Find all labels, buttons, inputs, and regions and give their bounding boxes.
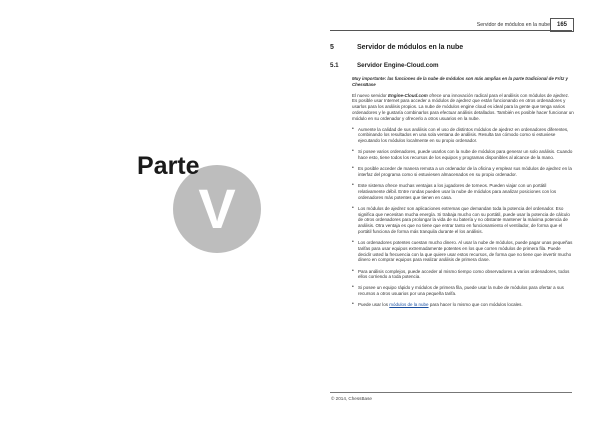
part-numeral: V <box>198 177 236 240</box>
important-note: Muy importante: las funciones de la nube de módulos son más amplias en la parte tradicional de Fritz y ChessBase <box>352 76 568 87</box>
list-item: • Los ordenadores potentes cuestan mucho dinero. Al usar la nube de módulos, puede pagar unas pequeñas tarifas para usar equipos extremadamente potentes en los que corren módulos de primera fila. Puede decidir usted la frecuencia con la que quiere usar estos recursos, de forma que no tiene que invertir mucho dinero en comprar equipos para realizar análisis de primera clase. <box>352 240 574 263</box>
intro-suffix: ofrece una innovación radical para el análisis con módulos de ajedrez. Es posible usar Internet para acceder a módulos de ajedrez que están funcionando en otros ordenadores y usarlos para los análisis propios. La nube de módulos engine cloud es ideal para la gente que tenga varios ordenadores y le gustaría combinarlos para efectuar análisis detallados. También es posible hacer funcionar un módulo en su ordenador y ofrecerlo a otros usuarios en la nube. <box>352 92 574 121</box>
list-item: • Este sistema ofrece muchas ventajas a los jugadores de torneos. Pueden viajar con un portátil relativamente débil. Entre rondas pueden usar la nube de módulos para analizar posiciones con los ordenadores más potentes que tienen en casa. <box>352 183 574 200</box>
running-header: Servidor de módulos en la nube <box>476 22 550 28</box>
part-label: Parte <box>137 152 200 180</box>
list-item: • Los módulos de ajedrez son aplicaciones extremas que demandan toda la potencia del ordenador. Eso significa que necesitan mucha energía. Si trabaja mucho con su portátil, puede usar la potencia de cálculo de otros ordenadores para prolongar la vida de su batería y no obstante mantener la máxima potencia de análisis. Otra ventaja es que no tiene que entrar tanto en funcionamiento el ventilador, de forma que el portátil funciona de forma más tranquila durante el los análisis. <box>352 206 574 235</box>
page-number: 165 <box>550 18 574 32</box>
chapter-number: 5 <box>330 44 334 51</box>
footer-copyright: © 2014, ChessBase <box>331 396 372 401</box>
list-item: • Si posee varios ordenadores, puede usarlos con la nube de módulos para generar un solo análisis. Cuando hace esto, tiene todos los recursos de los equipos y programas disponibles al alcance de la mano. <box>352 149 574 161</box>
list-item: • Si posee un equipo rápido y módulos de primera fila, puede usar la nube de módulos para ofertar a sus recursos a otros usuarios por una pequeña tarifa. <box>352 285 574 297</box>
intro-paragraph <box>352 93 574 122</box>
intro-emphasis: Engine-Cloud.com <box>388 92 428 98</box>
chapter-title: Servidor de módulos en la nube <box>357 44 464 51</box>
list-item <box>352 302 574 308</box>
last-bullet-suffix: para hacer lo mismo que con módulos locales. <box>428 302 523 308</box>
section-number: 5.1 <box>330 62 339 69</box>
last-bullet-prefix: Puede usar los <box>358 302 390 308</box>
list-item: • Para análisis complejos, puede acceder al mismo tiempo como observadores a varios ordenadores, todos ellos corriendo a toda potencia. <box>352 269 574 281</box>
section-heading <box>330 62 438 69</box>
list-item: • Aumente la calidad de sus análisis con el uso de distintos módulos de ajedrez en ordenadores diferentes, combinando los resultados en una sola ventana de análisis. Resulta tan cómodo como si estuviese ejecutando los módulos localmente en su propio ordenador. <box>352 127 574 144</box>
bullet-list <box>352 127 574 309</box>
body-content <box>352 76 574 313</box>
section-title: Servidor Engine-Cloud.com <box>357 62 439 69</box>
cloud-modules-link[interactable]: módulos de la nube <box>389 302 429 308</box>
intro-prefix: El nuevo servidor <box>352 92 389 98</box>
footer-rule <box>330 392 572 393</box>
chapter-heading <box>330 44 463 51</box>
list-item: • Es posible acceder de manera remota a un ordenador de la oficina y emplear sus módulos de ajedrez en la interfaz del programa como si estuviesen almacenados en su propio ordenador. <box>352 166 574 178</box>
